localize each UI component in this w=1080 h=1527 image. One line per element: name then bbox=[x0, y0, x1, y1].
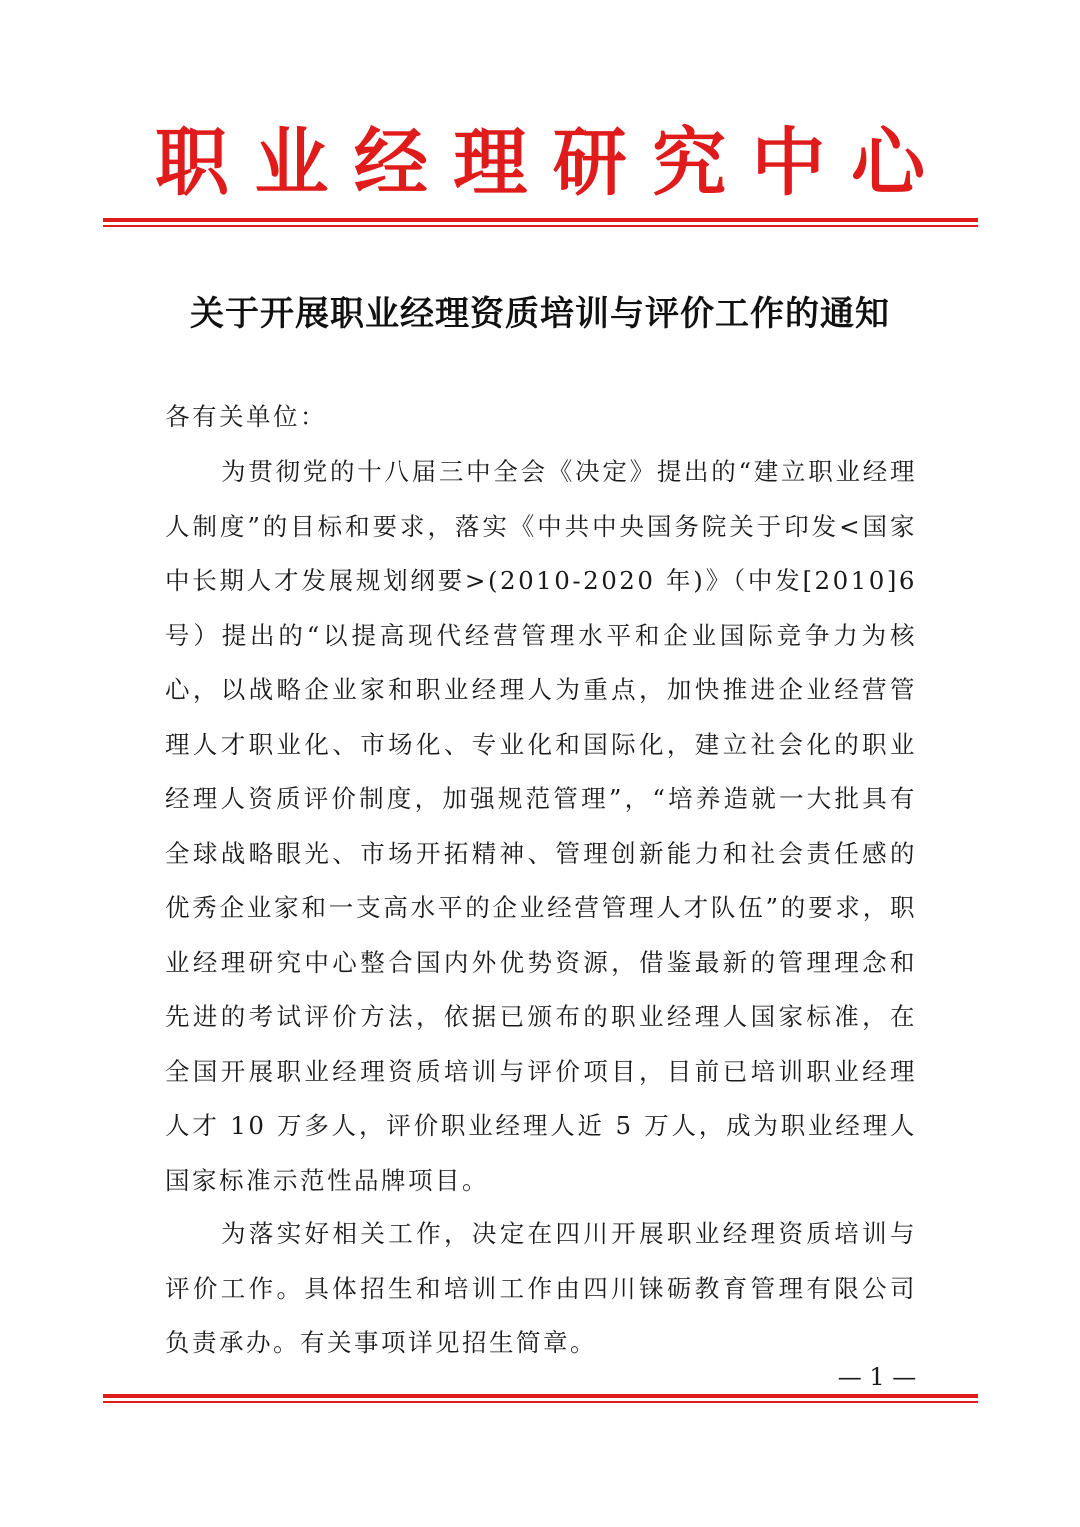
footer-divider bbox=[103, 1394, 978, 1398]
letterhead-char: 心 bbox=[850, 120, 925, 206]
letterhead-title bbox=[100, 118, 980, 208]
letterhead-char: 业 bbox=[254, 120, 329, 206]
letterhead-char: 究 bbox=[652, 120, 727, 206]
document-title: 关于开展职业经理资质培训与评价工作的通知 bbox=[190, 294, 890, 334]
letterhead-char: 中 bbox=[751, 120, 826, 206]
letterhead-char: 职 bbox=[155, 120, 229, 206]
letterhead-char: 研 bbox=[552, 120, 627, 206]
salutation: 各有关单位： bbox=[165, 402, 327, 431]
page-number: — 1 — bbox=[837, 1363, 917, 1391]
letterhead-divider-thin bbox=[103, 225, 978, 227]
footer-divider-thin bbox=[103, 1401, 978, 1403]
letterhead-char: 理 bbox=[453, 120, 528, 206]
letterhead-char: 经 bbox=[353, 120, 428, 206]
letterhead-divider bbox=[103, 218, 978, 222]
body-paragraph: 为落实好相关工作，决定在四川开展职业经理资质培训与评价工作。具体招生和培训工作由四川铼砺教育管理有限公司负责承办。有关事项详见招生简章。 bbox=[165, 1219, 917, 1357]
body-paragraph: 为贯彻党的十八届三中全会《决定》提出的“建立职业经理人制度”的目标和要求，落实《中共中央国务院关于印发<国家中长期人才发展规划纲要>(2010-2020 年)》（中发[2010]6 号）提出的“以提高现代经营管理水平和企业国际竞争力为核心，以战略企业家和职业经理人为重点，加快推进企业经营管理人才职业化、市场化、专业化和国际化，建立社会化的职业经理人资质评价制度，加强规范管理”，“培养造就一大批具有全球战略眼光、市场开拓精神、管理创新能力和社会责任感的优秀企业家和一支高水平的企业经营管理人才队伍”的要求，职业经理研究中心整合国内外优势资源，借鉴最新的管理理念和先进的考试评价方法，依据已颁布的职业经理人国家标准，在全国开展职业经理资质培训与评价项目，目前已培训职业经理人才 10 万多人，评价职业经理人近 5 万人，成为职业经理人国家标准示范性品牌项目。 bbox=[165, 457, 917, 1195]
